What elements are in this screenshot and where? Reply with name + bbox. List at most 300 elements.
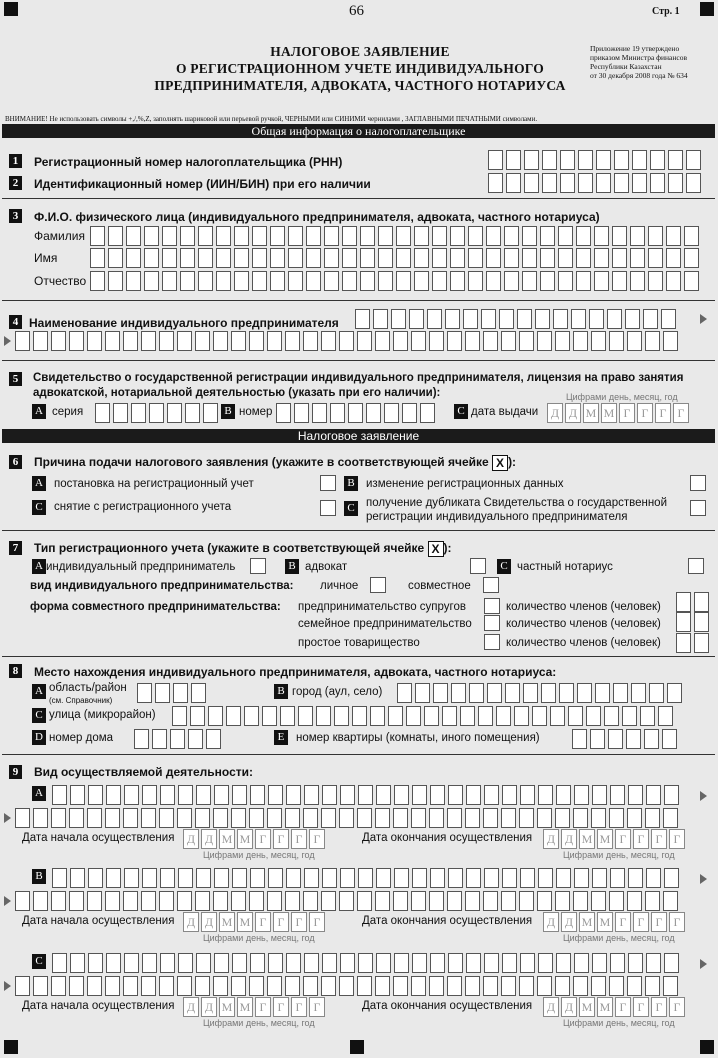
char-cell[interactable] <box>252 248 267 268</box>
char-cell[interactable] <box>632 150 647 170</box>
char-cell[interactable] <box>195 808 210 828</box>
char-cell[interactable] <box>609 331 624 351</box>
activity-input-row-1[interactable] <box>52 953 679 973</box>
char-cell[interactable] <box>478 706 493 726</box>
char-cell[interactable] <box>340 785 355 805</box>
date-cell[interactable]: Г <box>309 912 325 932</box>
char-cell[interactable] <box>411 976 426 996</box>
char-cell[interactable] <box>613 683 628 703</box>
char-cell[interactable] <box>141 891 156 911</box>
char-cell[interactable] <box>646 868 661 888</box>
members-partnership-input[interactable] <box>676 633 709 653</box>
char-cell[interactable] <box>451 683 466 703</box>
char-cell[interactable] <box>465 808 480 828</box>
char-cell[interactable] <box>524 150 539 170</box>
char-cell[interactable] <box>501 976 516 996</box>
char-cell[interactable] <box>432 271 447 291</box>
char-cell[interactable] <box>537 891 552 911</box>
char-cell[interactable] <box>358 953 373 973</box>
char-cell[interactable] <box>517 309 532 329</box>
char-cell[interactable] <box>465 331 480 351</box>
char-cell[interactable] <box>591 808 606 828</box>
char-cell[interactable] <box>208 706 223 726</box>
char-cell[interactable] <box>573 976 588 996</box>
date-cell[interactable]: М <box>597 997 613 1017</box>
char-cell[interactable] <box>662 729 677 749</box>
date-cell[interactable]: Г <box>615 912 631 932</box>
char-cell[interactable] <box>360 248 375 268</box>
rnn-input[interactable] <box>488 150 701 170</box>
char-cell[interactable] <box>231 891 246 911</box>
char-cell[interactable] <box>481 309 496 329</box>
char-cell[interactable] <box>628 785 643 805</box>
char-cell[interactable] <box>504 248 519 268</box>
char-cell[interactable] <box>162 248 177 268</box>
char-cell[interactable] <box>626 729 641 749</box>
char-cell[interactable] <box>631 683 646 703</box>
char-cell[interactable] <box>644 729 659 749</box>
char-cell[interactable] <box>412 785 427 805</box>
char-cell[interactable] <box>650 150 665 170</box>
char-cell[interactable] <box>645 808 660 828</box>
char-cell[interactable] <box>610 785 625 805</box>
date-cell[interactable]: М <box>597 829 613 849</box>
char-cell[interactable] <box>188 729 203 749</box>
char-cell[interactable] <box>177 976 192 996</box>
char-cell[interactable] <box>542 150 557 170</box>
char-cell[interactable] <box>144 271 159 291</box>
date-cell[interactable]: Г <box>273 912 289 932</box>
char-cell[interactable] <box>339 891 354 911</box>
char-cell[interactable] <box>596 150 611 170</box>
char-cell[interactable] <box>330 403 345 423</box>
char-cell[interactable] <box>268 868 283 888</box>
char-cell[interactable] <box>520 785 535 805</box>
char-cell[interactable] <box>484 868 499 888</box>
char-cell[interactable] <box>366 403 381 423</box>
char-cell[interactable] <box>177 331 192 351</box>
date-cell[interactable]: Г <box>669 912 685 932</box>
char-cell[interactable] <box>520 868 535 888</box>
char-cell[interactable] <box>501 891 516 911</box>
char-cell[interactable] <box>160 785 175 805</box>
char-cell[interactable] <box>466 953 481 973</box>
char-cell[interactable] <box>504 271 519 291</box>
date-cell[interactable]: Г <box>673 403 689 423</box>
char-cell[interactable] <box>578 173 593 193</box>
char-cell[interactable] <box>519 331 534 351</box>
char-cell[interactable] <box>519 976 534 996</box>
char-cell[interactable] <box>595 683 610 703</box>
char-cell[interactable] <box>142 785 157 805</box>
number-input[interactable] <box>276 403 435 423</box>
char-cell[interactable] <box>113 403 128 423</box>
activity-input-row-2[interactable] <box>15 976 678 996</box>
char-cell[interactable] <box>649 683 664 703</box>
char-cell[interactable] <box>394 868 409 888</box>
char-cell[interactable] <box>303 891 318 911</box>
date-cell[interactable]: Г <box>633 829 649 849</box>
char-cell[interactable] <box>142 868 157 888</box>
char-cell[interactable] <box>216 271 231 291</box>
date-cell[interactable]: Г <box>273 997 289 1017</box>
date-cell[interactable]: М <box>583 403 599 423</box>
char-cell[interactable] <box>622 706 637 726</box>
char-cell[interactable] <box>414 248 429 268</box>
char-cell[interactable] <box>213 976 228 996</box>
char-cell[interactable] <box>643 309 658 329</box>
char-cell[interactable] <box>167 403 182 423</box>
char-cell[interactable] <box>648 248 663 268</box>
char-cell[interactable] <box>504 226 519 246</box>
entrepreneur-name-input-2[interactable] <box>15 331 678 351</box>
char-cell[interactable] <box>342 226 357 246</box>
char-cell[interactable] <box>396 226 411 246</box>
char-cell[interactable] <box>609 976 624 996</box>
date-cell[interactable]: Г <box>637 403 653 423</box>
char-cell[interactable] <box>70 868 85 888</box>
char-cell[interactable] <box>141 808 156 828</box>
char-cell[interactable] <box>52 785 67 805</box>
date-cell[interactable]: Г <box>615 997 631 1017</box>
char-cell[interactable] <box>144 226 159 246</box>
char-cell[interactable] <box>185 403 200 423</box>
kind-joint-checkbox[interactable] <box>483 577 499 593</box>
char-cell[interactable] <box>178 868 193 888</box>
char-cell[interactable] <box>69 976 84 996</box>
char-cell[interactable] <box>159 976 174 996</box>
char-cell[interactable] <box>321 808 336 828</box>
date-cell[interactable]: Г <box>255 829 271 849</box>
char-cell[interactable] <box>90 271 105 291</box>
char-cell[interactable] <box>574 785 589 805</box>
char-cell[interactable] <box>450 248 465 268</box>
char-cell[interactable] <box>645 331 660 351</box>
char-cell[interactable] <box>663 808 678 828</box>
char-cell[interactable] <box>88 953 103 973</box>
char-cell[interactable] <box>555 891 570 911</box>
char-cell[interactable] <box>162 226 177 246</box>
date-cell[interactable]: Г <box>273 829 289 849</box>
reason-change-checkbox[interactable] <box>690 475 706 491</box>
char-cell[interactable] <box>577 683 592 703</box>
char-cell[interactable] <box>195 331 210 351</box>
char-cell[interactable] <box>249 891 264 911</box>
char-cell[interactable] <box>522 226 537 246</box>
char-cell[interactable] <box>141 976 156 996</box>
char-cell[interactable] <box>294 403 309 423</box>
char-cell[interactable] <box>373 309 388 329</box>
char-cell[interactable] <box>216 248 231 268</box>
char-cell[interactable] <box>506 173 521 193</box>
date-cell[interactable]: Г <box>309 829 325 849</box>
char-cell[interactable] <box>159 808 174 828</box>
char-cell[interactable] <box>178 785 193 805</box>
char-cell[interactable] <box>270 226 285 246</box>
char-cell[interactable] <box>298 706 313 726</box>
char-cell[interactable] <box>463 309 478 329</box>
char-cell[interactable] <box>213 891 228 911</box>
char-cell[interactable] <box>231 808 246 828</box>
char-cell[interactable] <box>396 271 411 291</box>
char-cell[interactable] <box>445 309 460 329</box>
city-input[interactable] <box>397 683 682 703</box>
char-cell[interactable] <box>411 808 426 828</box>
char-cell[interactable] <box>409 309 424 329</box>
char-cell[interactable] <box>162 271 177 291</box>
char-cell[interactable] <box>555 331 570 351</box>
char-cell[interactable] <box>646 785 661 805</box>
char-cell[interactable] <box>502 868 517 888</box>
char-cell[interactable] <box>538 953 553 973</box>
char-cell[interactable] <box>270 271 285 291</box>
char-cell[interactable] <box>540 248 555 268</box>
char-cell[interactable] <box>106 868 121 888</box>
char-cell[interactable] <box>360 226 375 246</box>
date-cell[interactable]: М <box>219 912 235 932</box>
char-cell[interactable] <box>589 309 604 329</box>
date-cell[interactable]: М <box>219 997 235 1017</box>
char-cell[interactable] <box>173 683 188 703</box>
end-date-input[interactable] <box>543 997 685 1017</box>
char-cell[interactable] <box>594 271 609 291</box>
kind-personal-checkbox[interactable] <box>370 577 386 593</box>
char-cell[interactable] <box>340 953 355 973</box>
date-cell[interactable]: Д <box>201 997 217 1017</box>
char-cell[interactable] <box>286 953 301 973</box>
reason-deregister-checkbox[interactable] <box>320 500 336 516</box>
char-cell[interactable] <box>466 785 481 805</box>
char-cell[interactable] <box>339 331 354 351</box>
char-cell[interactable] <box>106 953 121 973</box>
date-cell[interactable]: М <box>579 829 595 849</box>
char-cell[interactable] <box>450 271 465 291</box>
char-cell[interactable] <box>684 271 699 291</box>
char-cell[interactable] <box>627 976 642 996</box>
form-spouses-checkbox[interactable] <box>484 598 500 614</box>
char-cell[interactable] <box>280 706 295 726</box>
entrepreneur-name-input-1[interactable] <box>355 309 676 329</box>
char-cell[interactable] <box>448 785 463 805</box>
start-date-input[interactable] <box>183 829 325 849</box>
char-cell[interactable] <box>360 271 375 291</box>
members-spouses-input[interactable] <box>676 592 709 612</box>
char-cell[interactable] <box>214 953 229 973</box>
char-cell[interactable] <box>625 309 640 329</box>
char-cell[interactable] <box>213 808 228 828</box>
activity-input-row-2[interactable] <box>15 808 678 828</box>
char-cell[interactable] <box>304 868 319 888</box>
char-cell[interactable] <box>376 785 391 805</box>
char-cell[interactable] <box>51 891 66 911</box>
char-cell[interactable] <box>465 976 480 996</box>
char-cell[interactable] <box>429 808 444 828</box>
char-cell[interactable] <box>542 173 557 193</box>
char-cell[interactable] <box>411 891 426 911</box>
char-cell[interactable] <box>556 868 571 888</box>
char-cell[interactable] <box>267 808 282 828</box>
reason-duplicate-checkbox[interactable] <box>690 500 706 516</box>
char-cell[interactable] <box>357 891 372 911</box>
char-cell[interactable] <box>468 226 483 246</box>
char-cell[interactable] <box>555 808 570 828</box>
char-cell[interactable] <box>160 953 175 973</box>
char-cell[interactable] <box>520 953 535 973</box>
char-cell[interactable] <box>87 808 102 828</box>
activity-input-row-1[interactable] <box>52 785 679 805</box>
date-cell[interactable]: Г <box>669 997 685 1017</box>
char-cell[interactable] <box>661 309 676 329</box>
char-cell[interactable] <box>216 226 231 246</box>
char-cell[interactable] <box>628 953 643 973</box>
house-input[interactable] <box>134 729 221 749</box>
char-cell[interactable] <box>666 248 681 268</box>
char-cell[interactable] <box>556 785 571 805</box>
char-cell[interactable] <box>676 612 691 632</box>
apartment-input[interactable] <box>572 729 677 749</box>
date-cell[interactable]: М <box>237 997 253 1017</box>
char-cell[interactable] <box>324 271 339 291</box>
char-cell[interactable] <box>519 891 534 911</box>
char-cell[interactable] <box>358 868 373 888</box>
char-cell[interactable] <box>304 785 319 805</box>
date-cell[interactable]: Г <box>651 829 667 849</box>
char-cell[interactable] <box>483 331 498 351</box>
char-cell[interactable] <box>88 868 103 888</box>
char-cell[interactable] <box>558 248 573 268</box>
char-cell[interactable] <box>370 706 385 726</box>
char-cell[interactable] <box>322 953 337 973</box>
char-cell[interactable] <box>540 271 555 291</box>
char-cell[interactable] <box>108 248 123 268</box>
char-cell[interactable] <box>645 976 660 996</box>
char-cell[interactable] <box>180 248 195 268</box>
char-cell[interactable] <box>322 785 337 805</box>
char-cell[interactable] <box>375 891 390 911</box>
char-cell[interactable] <box>450 226 465 246</box>
char-cell[interactable] <box>447 976 462 996</box>
char-cell[interactable] <box>339 808 354 828</box>
char-cell[interactable] <box>303 808 318 828</box>
char-cell[interactable] <box>586 706 601 726</box>
char-cell[interactable] <box>286 868 301 888</box>
char-cell[interactable] <box>123 891 138 911</box>
char-cell[interactable] <box>342 248 357 268</box>
char-cell[interactable] <box>645 891 660 911</box>
type-notary-checkbox[interactable] <box>688 558 704 574</box>
char-cell[interactable] <box>267 331 282 351</box>
char-cell[interactable] <box>90 226 105 246</box>
char-cell[interactable] <box>535 309 550 329</box>
char-cell[interactable] <box>650 173 665 193</box>
char-cell[interactable] <box>612 248 627 268</box>
char-cell[interactable] <box>592 953 607 973</box>
char-cell[interactable] <box>448 953 463 973</box>
char-cell[interactable] <box>663 331 678 351</box>
char-cell[interactable] <box>555 976 570 996</box>
char-cell[interactable] <box>231 976 246 996</box>
char-cell[interactable] <box>288 271 303 291</box>
char-cell[interactable] <box>429 891 444 911</box>
char-cell[interactable] <box>664 868 679 888</box>
char-cell[interactable] <box>488 150 503 170</box>
char-cell[interactable] <box>106 785 121 805</box>
char-cell[interactable] <box>676 592 691 612</box>
char-cell[interactable] <box>591 976 606 996</box>
char-cell[interactable] <box>429 976 444 996</box>
char-cell[interactable] <box>321 331 336 351</box>
region-input[interactable] <box>137 683 206 703</box>
char-cell[interactable] <box>159 331 174 351</box>
char-cell[interactable] <box>87 331 102 351</box>
char-cell[interactable] <box>250 953 265 973</box>
char-cell[interactable] <box>578 150 593 170</box>
char-cell[interactable] <box>630 271 645 291</box>
date-cell[interactable]: Д <box>565 403 581 423</box>
char-cell[interactable] <box>105 331 120 351</box>
char-cell[interactable] <box>340 868 355 888</box>
char-cell[interactable] <box>232 785 247 805</box>
char-cell[interactable] <box>666 271 681 291</box>
char-cell[interactable] <box>397 683 412 703</box>
char-cell[interactable] <box>596 173 611 193</box>
char-cell[interactable] <box>483 808 498 828</box>
char-cell[interactable] <box>469 683 484 703</box>
char-cell[interactable] <box>609 808 624 828</box>
char-cell[interactable] <box>288 248 303 268</box>
char-cell[interactable] <box>196 785 211 805</box>
char-cell[interactable] <box>123 331 138 351</box>
char-cell[interactable] <box>198 248 213 268</box>
char-cell[interactable] <box>610 868 625 888</box>
char-cell[interactable] <box>105 891 120 911</box>
char-cell[interactable] <box>33 808 48 828</box>
char-cell[interactable] <box>574 868 589 888</box>
char-cell[interactable] <box>433 683 448 703</box>
char-cell[interactable] <box>88 785 103 805</box>
char-cell[interactable] <box>412 868 427 888</box>
char-cell[interactable] <box>358 785 373 805</box>
date-cell[interactable]: Г <box>633 997 649 1017</box>
char-cell[interactable] <box>15 331 30 351</box>
char-cell[interactable] <box>249 331 264 351</box>
char-cell[interactable] <box>324 226 339 246</box>
char-cell[interactable] <box>541 683 556 703</box>
char-cell[interactable] <box>560 173 575 193</box>
char-cell[interactable] <box>576 248 591 268</box>
char-cell[interactable] <box>499 309 514 329</box>
date-cell[interactable]: Г <box>655 403 671 423</box>
char-cell[interactable] <box>646 953 661 973</box>
char-cell[interactable] <box>630 226 645 246</box>
char-cell[interactable] <box>684 248 699 268</box>
char-cell[interactable] <box>357 976 372 996</box>
char-cell[interactable] <box>668 173 683 193</box>
char-cell[interactable] <box>393 976 408 996</box>
char-cell[interactable] <box>378 226 393 246</box>
char-cell[interactable] <box>612 226 627 246</box>
type-entrepreneur-checkbox[interactable] <box>250 558 266 574</box>
char-cell[interactable] <box>608 729 623 749</box>
char-cell[interactable] <box>391 309 406 329</box>
char-cell[interactable] <box>537 331 552 351</box>
date-cell[interactable]: М <box>601 403 617 423</box>
char-cell[interactable] <box>604 706 619 726</box>
date-cell[interactable]: Г <box>651 997 667 1017</box>
char-cell[interactable] <box>411 331 426 351</box>
street-input[interactable] <box>172 706 673 726</box>
series-input[interactable] <box>95 403 218 423</box>
